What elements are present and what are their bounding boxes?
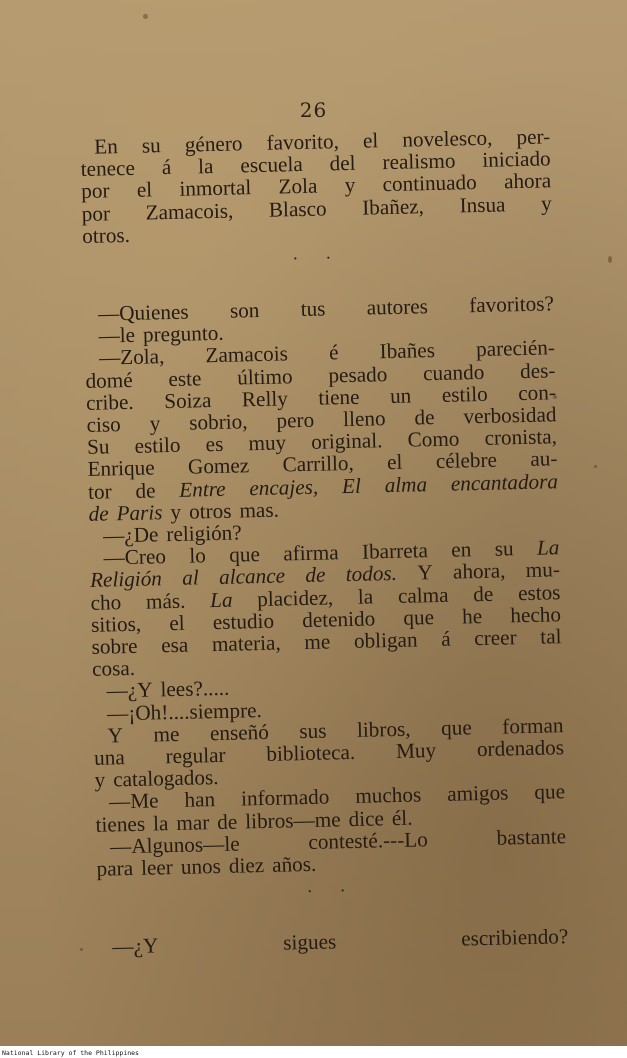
text-line: —Creo lo que afirma Ibarreta en su La xyxy=(103,535,560,570)
section-separator: . . xyxy=(307,875,358,897)
text-line: tor de Entre encajes, El alma encantadora xyxy=(87,468,559,504)
text-line: —¿Y sigues escribiendo? xyxy=(112,924,569,959)
text-line: —Me han informado muchos amigos que xyxy=(108,779,566,814)
text-line: —le pregunto. xyxy=(98,321,224,348)
text-line: domé este último pesado cuando des- xyxy=(85,357,556,393)
text-line: —Quienes son tus autores favoritos? xyxy=(97,291,555,326)
text-line: una regular biblioteca. Muy ordenados xyxy=(93,735,565,770)
section-separator: . . xyxy=(292,242,343,264)
text-line: Su estilo es muy original. Como cronista, xyxy=(86,424,558,460)
text-line: En su género favorito, el novelesco, per- xyxy=(93,124,551,159)
text-line: otros. xyxy=(81,222,131,248)
text-line: Religión al alcance de todos. Y ahora, mu- xyxy=(89,557,561,593)
paper-speck xyxy=(594,465,597,468)
text-line: —Algunos—le contesté.---Lo bastante xyxy=(109,824,567,859)
text-line: sobre esa materia, me obligan á creer tal xyxy=(91,624,562,659)
text-line: ciso y sobrio, pero lleno de verbosidad xyxy=(86,402,557,437)
paper-speck xyxy=(608,256,612,263)
text-line: por el inmortal Zola y continuado ahora xyxy=(80,168,552,204)
body-text xyxy=(80,125,569,958)
text-line: tienes la mar de libros—me dice él. xyxy=(95,805,413,837)
paper-speck xyxy=(80,948,83,951)
page-number: 26 xyxy=(299,98,328,122)
text-line: —¿Y lees?..... xyxy=(106,676,230,704)
paper-speck xyxy=(143,14,148,19)
footer-credit: National Library of the Philippines xyxy=(2,1049,139,1057)
text-line: cosa. xyxy=(91,656,136,682)
text-line: sitios, el estudio detenido que he hecho xyxy=(90,602,562,637)
text-line: tenece á la escuela del realismo iniciado xyxy=(80,146,551,182)
text-line: y catalogados. xyxy=(94,765,219,793)
text-line: para leer unos diez años. xyxy=(96,851,317,881)
text-line: —Zola, Zamacois é Ibañes parecién- xyxy=(98,335,556,371)
text-line: cho más. La placidez, la calma de estos xyxy=(90,579,561,615)
text-line: de Paris y otros mas. xyxy=(88,497,280,526)
text-line: por Zamacois, Blasco Ibañez, Insua y xyxy=(81,190,552,226)
text-line: Y me enseñó sus libros, que forman xyxy=(107,713,564,748)
text-line: —¿De religión? xyxy=(102,520,242,548)
text-line: Enrique Gomez Carrillo, el célebre au- xyxy=(87,446,558,482)
text-line: cribe. Soiza Relly tiene un estilo con- xyxy=(85,380,557,415)
text-line: —¡Oh!....siempre. xyxy=(106,697,263,726)
